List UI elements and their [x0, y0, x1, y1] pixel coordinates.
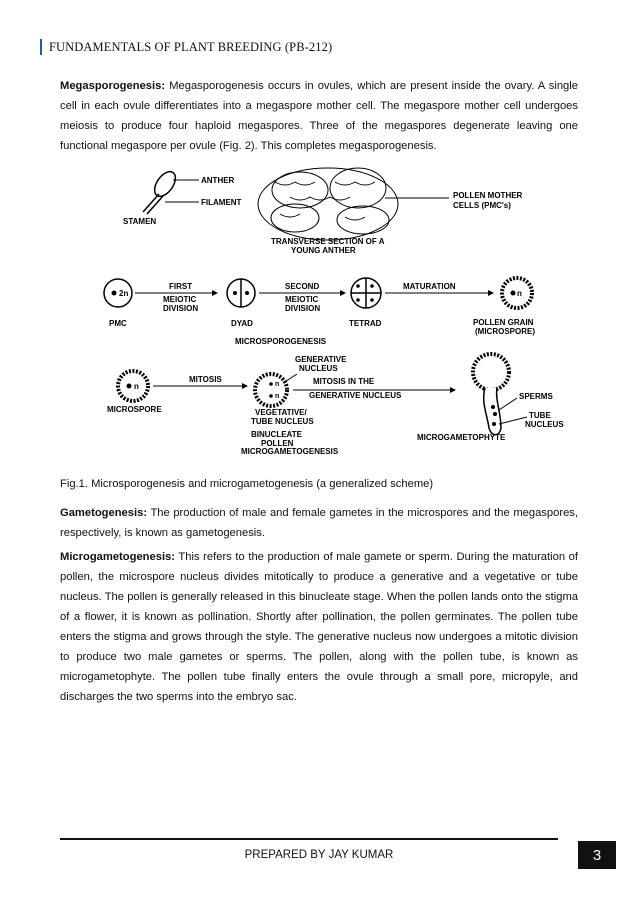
pmc-ploidy-label: 2n — [119, 289, 129, 298]
pollen-grain-ploidy-label: n — [517, 289, 522, 298]
footer-author: PREPARED BY JAY KUMAR — [244, 849, 394, 861]
second-division-label-1: SECOND — [285, 282, 320, 291]
pollen-grain-label-2: (MICROSPORE) — [475, 327, 535, 336]
megasporogenesis-paragraph — [60, 76, 578, 156]
header-accent-bar — [40, 39, 42, 55]
microgametogenesis-text: This refers to the production of male gamete or sperm. During the maturation of pollen, the microspore nucleus divides mitotically to produce a generative and a vegetative or tube nucleus. The pollen is generally released in this binucleate stage. When the pollen lands onto the stigma of a flower, it is known as pollination. Shortly after pollination, the pollen germinates. The pollen tube enters the stigma and grows through the style. The generative nucleus now undergoes a mitotic division to produce two male gametes or sperms. The pollen, along with the pollen tube, is known as microgametophyte. The pollen tube finally enters the ovule through a small pore, micropyle, and discharges the two sperms into the embryo sac. — [60, 551, 578, 703]
pmc-cells-label-1: POLLEN MOTHER — [453, 191, 523, 200]
maturation-label: MATURATION — [403, 282, 456, 291]
megasporogenesis-heading: Megasporogenesis: — [60, 80, 166, 92]
generative-label-2: NUCLEUS — [299, 364, 338, 373]
vegetative-label-1: VEGETATIVE/ — [255, 408, 307, 417]
microgametogenesis-paragraph — [60, 547, 578, 707]
pmc-cells-label-2: CELLS (PMC's) — [453, 201, 511, 210]
megasporogenesis-text: Megasporogenesis occurs in ovules, which are present inside the ovary. A single cell in each ovule differentiates into a megaspore mother cell. The megaspore mother cell undergoes meiosis to produce four haploid megaspores. Three of the megaspores degenerate leaving one functional megaspore per ovule (Fig. 2). This completes megasporogenesis. — [60, 80, 578, 152]
mitosis-in-label-1: MITOSIS IN THE — [313, 377, 375, 386]
figure-caption: Fig.1. Microsporogenesis and microgametogenesis (a generalized scheme) — [60, 478, 434, 490]
stamen-drawing — [143, 168, 180, 214]
dyad-cell — [227, 279, 255, 307]
microsporogenesis-title: MICROSPOROGENESIS — [235, 337, 327, 346]
vegetative-label-2: TUBE NUCLEUS — [251, 417, 314, 426]
ts-label-2: YOUNG ANTHER — [291, 246, 356, 255]
microspore-ploidy-label: n — [134, 382, 139, 391]
pmc-label: PMC — [109, 319, 127, 328]
binucleate-label-1: BINUCLEATE — [251, 430, 302, 439]
microsporogenesis-figure — [95, 162, 585, 462]
stamen-label: STAMEN — [123, 217, 157, 226]
microspore-cell — [118, 371, 148, 401]
mitosis-in-label-2: GENERATIVE NUCLEUS — [309, 391, 402, 400]
header-title: FUNDAMENTALS OF PLANT BREEDING (PB-212) — [49, 39, 333, 54]
microgametophyte-label: MICROGAMETOPHYTE — [417, 433, 506, 442]
filament-label: FILAMENT — [201, 198, 242, 207]
footer-divider — [60, 838, 558, 840]
binucleate-label-2: POLLEN — [261, 439, 294, 448]
anther-section-drawing — [258, 168, 398, 240]
binucleate-pollen-cell — [255, 374, 287, 406]
second-division-label-2: MEIOTIC — [285, 295, 319, 304]
mitosis-label: MITOSIS — [189, 375, 222, 384]
page-number: 3 — [578, 841, 616, 869]
first-division-label-1: FIRST — [169, 282, 193, 291]
ts-label-1: TRANSVERSE SECTION OF A — [271, 237, 385, 246]
page-header — [40, 38, 332, 56]
first-division-label-3: DIVISION — [163, 304, 199, 313]
generative-label-1: GENERATIVE — [295, 355, 347, 364]
dyad-label: DYAD — [231, 319, 253, 328]
gametogenesis-text: The production of male and female gametes in the microspores and the megaspores, respectively, is known as gametogenesis. — [60, 507, 578, 539]
tetrad-cell — [351, 278, 381, 308]
tube-nucleus-label-1: TUBE — [529, 411, 551, 420]
microgametogenesis-title: MICROGAMETOGENESIS — [241, 447, 339, 456]
second-division-label-3: DIVISION — [285, 304, 321, 313]
first-division-label-2: MEIOTIC — [163, 295, 197, 304]
anther-label: ANTHER — [201, 176, 235, 185]
pollen-grain-label-1: POLLEN GRAIN — [473, 318, 534, 327]
generative-nucleus-ploidy-label: n — [275, 381, 280, 388]
microspore-label: MICROSPORE — [107, 405, 162, 414]
gametogenesis-paragraph — [60, 503, 578, 543]
tube-nucleus-ploidy-label: n — [275, 393, 280, 400]
sperms-label: SPERMS — [519, 392, 553, 401]
tetrad-label: TETRAD — [349, 319, 382, 328]
tube-nucleus-label-2: NUCLEUS — [525, 420, 564, 429]
gametogenesis-heading: Gametogenesis: — [60, 507, 148, 519]
microgametogenesis-heading: Microgametogenesis: — [60, 551, 176, 563]
